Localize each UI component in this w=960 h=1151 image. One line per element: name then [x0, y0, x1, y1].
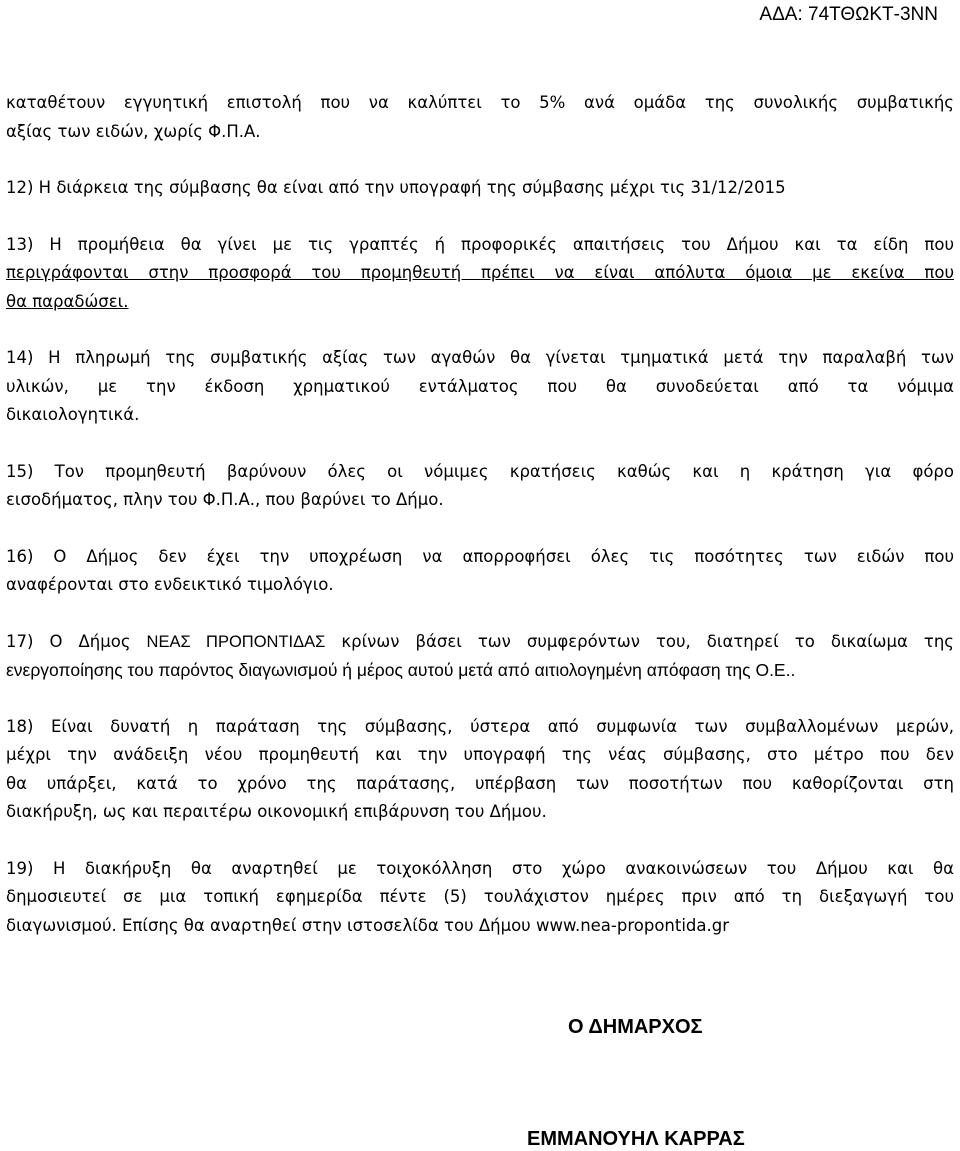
text-line — [6, 628, 954, 657]
paragraph-19 — [6, 855, 954, 941]
text-line: 16) Ο Δήμος δεν έχει την υποχρέωση να απορροφήσει όλες τις ποσότητες των ειδών που — [6, 546, 954, 566]
text-span: κρίνων βάσει των συμφερόντων του, διατηρεί το δικαίωμα της — [325, 631, 954, 651]
paragraph-15 — [6, 458, 954, 515]
text-span: 17) Ο Δήμος — [6, 631, 147, 651]
paragraph-13 — [6, 231, 954, 317]
paragraph-11-continuation — [6, 89, 954, 146]
text-line: υλικών, με την έκδοση χρηματικού εντάλματος που θα συνοδεύεται από τα νόμιμα — [6, 376, 954, 396]
text-line: θα υπάρξει, κατά το χρόνο της παράτασης, υπέρβαση των ποσοτήτων που καθορίζονται στη — [6, 773, 954, 793]
paragraph-18 — [6, 713, 954, 827]
document-body — [6, 89, 954, 940]
paragraph-16 — [6, 543, 954, 600]
signature-title: Ο ΔΗΜΑΡΧΟΣ — [568, 1016, 703, 1038]
signature-name: ΕΜΜΑΝΟΥΗΛ ΚΑΡΡΑΣ — [527, 1128, 745, 1150]
text-line: περιγράφονται στην προσφορά του προμηθευτή πρέπει να είναι απόλυτα όμοια με εκείνα που — [6, 263, 954, 282]
text-line: καταθέτουν εγγυητική επιστολή που να καλύπτει το 5% ανά ομάδα της συνολικής συμβατικής — [6, 93, 954, 112]
text-line: 19) Η διακήρυξη θα αναρτηθεί με τοιχοκόλληση στο χώρο ανακοινώσεων του Δήμου και θα — [6, 858, 954, 878]
paragraph-14 — [6, 344, 954, 430]
text-line: 13) Η προμήθεια θα γίνει με τις γραπτές ή προφορικές απαιτήσεις του Δήμου και τα είδη που — [6, 234, 954, 254]
text-line: εισοδήματος, πλην του Φ.Π.Α., που βαρύνει το Δήμο. — [6, 490, 444, 509]
text-line: δικαιολογητικά. — [6, 405, 140, 424]
ada-code: ΑΔΑ: 74ΤΘΩΚΤ-3ΝΝ — [759, 4, 938, 25]
text-line: 18) Είναι δυνατή η παράταση της σύμβασης, ύστερα από συμφωνία των συμβαλλομένων μερών, — [6, 716, 954, 736]
text-line: 14) Η πληρωμή της συμβατικής αξίας των αγαθών θα γίνεται τμηματικά μετά την παραλαβή των — [6, 348, 954, 367]
text-line: 12) Η διάρκεια της σύμβασης θα είναι από την υπογραφή της σύμβασης μέχρι τις 31/12/2015 — [6, 178, 786, 197]
text-line: διακήρυξη, ως και περαιτέρω οικονομική επιβάρυνση του Δήμου. — [6, 802, 547, 821]
text-line: αξίας των ειδών, χωρίς Φ.Π.Α. — [6, 121, 261, 141]
paragraph-17 — [6, 628, 954, 685]
paragraph-12 — [6, 174, 954, 203]
text-line: ενεργοποίησης του παρόντος διαγωνισμού ή μέρος αυτού μετά από αιτιολογημένη απόφαση της Ο.Ε.. — [6, 660, 796, 680]
municipality-name: ΝΕΑΣ ΠΡΟΠΟΝΤΙΔΑΣ — [146, 632, 326, 651]
text-line: δημοσιευτεί σε μια τοπική εφημερίδα πέντε (5) τουλάχιστον ημέρες πριν από τη διεξαγωγή του — [6, 887, 954, 906]
text-line: αναφέρονται στο ενδεικτικό τιμολόγιο. — [6, 575, 334, 594]
text-line: θα παραδώσει. — [6, 291, 129, 311]
text-line: 15) Τον προμηθευτή βαρύνουν όλες οι νόμιμες κρατήσεις καθώς και η κράτηση για φόρο — [6, 461, 954, 481]
text-line: διαγωνισμού. Επίσης θα αναρτηθεί στην ιστοσελίδα του Δήμου www.nea-propontida.gr — [6, 915, 730, 935]
text-line: μέχρι την ανάδειξη νέου προμηθευτή και την υπογραφή της νέας σύμβασης, στο μέτρο που δεν — [6, 745, 954, 764]
